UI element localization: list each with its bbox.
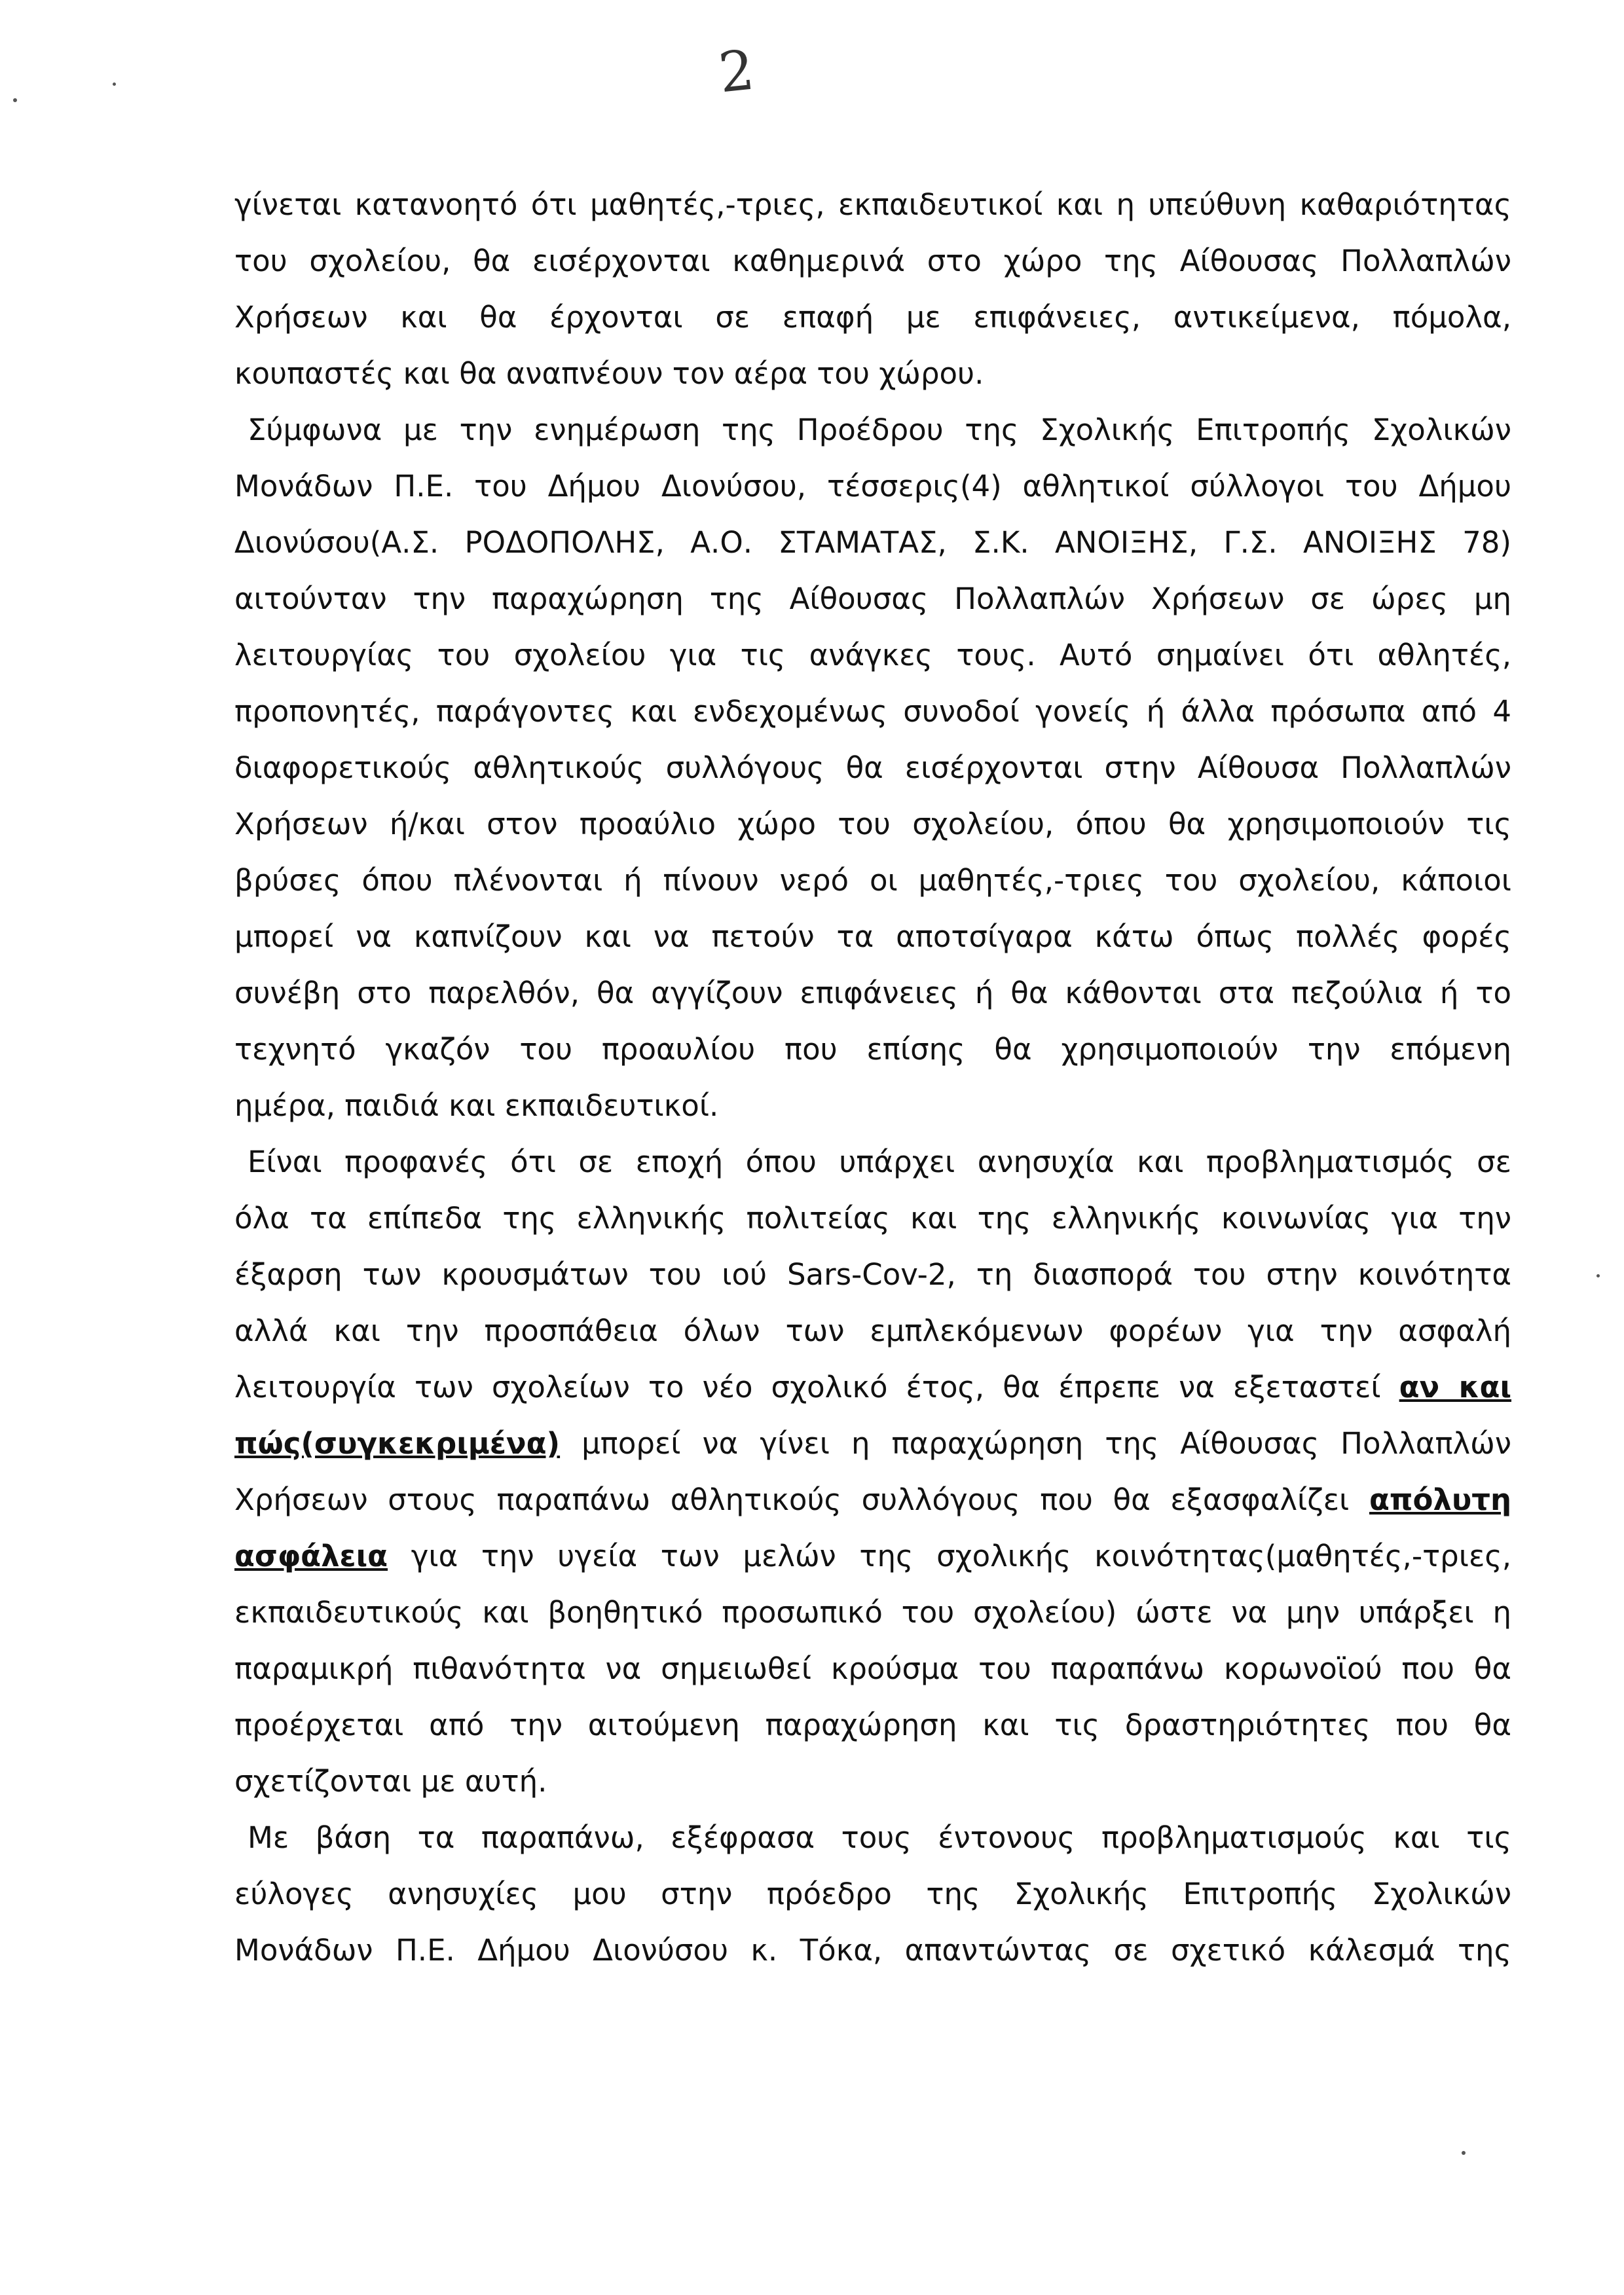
- scan-speck: [1462, 2151, 1466, 2155]
- text-line: σχετίζονται με αυτή.: [234, 1764, 547, 1799]
- text-run: Χρήσεων στους παραπάνω αθλητικούς συλλόγους που θα εξασφαλίζει: [234, 1482, 1350, 1517]
- text-line: όλα τα επίπεδα της ελληνικής πολιτείας και της ελληνικής κοινωνίας για την: [234, 1201, 1511, 1236]
- text-line: λειτουργίας του σχολείου για τις ανάγκες τους. Αυτό σημαίνει ότι αθλητές,: [234, 638, 1511, 672]
- scan-speck: [1596, 1274, 1600, 1277]
- text-line: Χρήσεων και θα έρχονται σε επαφή με επιφάνειες, αντικείμενα, πόμολα,: [234, 300, 1511, 335]
- page-number: 2: [716, 37, 758, 105]
- text-line: παραμικρή πιθανότητα να σημειωθεί κρούσμα του παραπάνω κορωνοϊού που θα: [234, 1651, 1511, 1686]
- text-line: ημέρα, παιδιά και εκπαιδευτικοί.: [234, 1088, 719, 1123]
- text-line: του σχολείου, θα εισέρχονται καθημερινά στο χώρο της Αίθουσας Πολλαπλών: [234, 244, 1511, 278]
- emphasis-text: αν και: [1399, 1370, 1512, 1405]
- text-line-mixed: [234, 1416, 1511, 1472]
- text-run: λειτουργία των σχολείων το νέο σχολικό έτος, θα έπρεπε να εξεταστεί: [234, 1370, 1381, 1405]
- text-run: μπορεί να γίνει η παραχώρηση της Αίθουσας Πολλαπλών: [581, 1426, 1511, 1461]
- scan-speck: [13, 98, 17, 102]
- text-line: Σύμφωνα με την ενημέρωση της Προέδρου της Σχολικής Επιτροπής Σχολικών: [248, 413, 1511, 447]
- text-line: κουπαστές και θα αναπνέουν τον αέρα του χώρου.: [234, 356, 984, 391]
- text-run: για την υγεία των μελών της σχολικής κοινότητας(μαθητές,-τριες,: [411, 1539, 1511, 1573]
- text-line: Με βάση τα παραπάνω, εξέφρασα τους έντονους προβληματισμούς και τις: [248, 1820, 1511, 1855]
- scan-speck: [113, 83, 116, 86]
- text-line: Μονάδων Π.Ε. Δήμου Διονύσου κ. Τόκα, απαντώντας σε σχετικό κάλεσμά της: [234, 1933, 1511, 1968]
- text-line: τεχνητό γκαζόν του προαυλίου που επίσης θα χρησιμοποιούν την επόμενη: [234, 1032, 1511, 1067]
- text-line: Είναι προφανές ότι σε εποχή όπου υπάρχει ανησυχία και προβληματισμός σε: [248, 1145, 1511, 1179]
- emphasis-text: ασφάλεια: [234, 1539, 388, 1573]
- text-line: γίνεται κατανοητό ότι μαθητές,-τριες, εκπαιδευτικοί και η υπεύθυνη καθαριότητας: [234, 187, 1511, 222]
- text-line-mixed: [234, 1472, 1511, 1528]
- text-line-mixed: [234, 1359, 1511, 1416]
- text-line: εκπαιδευτικούς και βοηθητικό προσωπικό του σχολείου) ώστε να μην υπάρξει η: [234, 1595, 1511, 1630]
- emphasis-text: απόλυτη: [1369, 1482, 1511, 1517]
- text-line-mixed: [234, 1528, 1511, 1585]
- text-line: Χρήσεων ή/και στον προαύλιο χώρο του σχολείου, όπου θα χρησιμοποιούν τις: [234, 807, 1511, 841]
- emphasis-text: πώς(συγκεκριμένα): [234, 1426, 561, 1461]
- text-line: διαφορετικούς αθλητικούς συλλόγους θα εισέρχονται στην Αίθουσα Πολλαπλών: [234, 750, 1511, 785]
- text-line: προπονητές, παράγοντες και ενδεχομένως συνοδοί γονείς ή άλλα πρόσωπα από 4: [234, 694, 1511, 729]
- text-line: εύλογες ανησυχίες μου στην πρόεδρο της Σχολικής Επιτροπής Σχολικών: [234, 1877, 1511, 1911]
- text-line: μπορεί να καπνίζουν και να πετούν τα αποτσίγαρα κάτω όπως πολλές φορές: [234, 919, 1511, 954]
- text-line: αιτούνταν την παραχώρηση της Αίθουσας Πολλαπλών Χρήσεων σε ώρες μη: [234, 581, 1511, 616]
- text-line: Μονάδων Π.Ε. του Δήμου Διονύσου, τέσσερις(4) αθλητικοί σύλλογοι του Δήμου: [234, 469, 1511, 504]
- body-text: [234, 177, 1511, 1979]
- text-line: βρύσες όπου πλένονται ή πίνουν νερό οι μαθητές,-τριες του σχολείου, κάποιοι: [234, 863, 1511, 898]
- text-line: αλλά και την προσπάθεια όλων των εμπλεκόμενων φορέων για την ασφαλή: [234, 1313, 1511, 1348]
- text-line: προέρχεται από την αιτούμενη παραχώρηση και τις δραστηριότητες που θα: [234, 1708, 1511, 1742]
- text-line: Διονύσου(Α.Σ. ΡΟΔΟΠΟΛΗΣ, Α.Ο. ΣΤΑΜΑΤΑΣ, Σ.Κ. ΑΝΟΙΞΗΣ, Γ.Σ. ΑΝΟΙΞΗΣ 78): [234, 525, 1511, 560]
- text-line: έξαρση των κρουσμάτων του ιού Sars-Cov-2, τη διασπορά του στην κοινότητα: [234, 1257, 1511, 1292]
- text-line: συνέβη στο παρελθόν, θα αγγίζουν επιφάνειες ή θα κάθονται στα πεζούλια ή το: [234, 976, 1511, 1010]
